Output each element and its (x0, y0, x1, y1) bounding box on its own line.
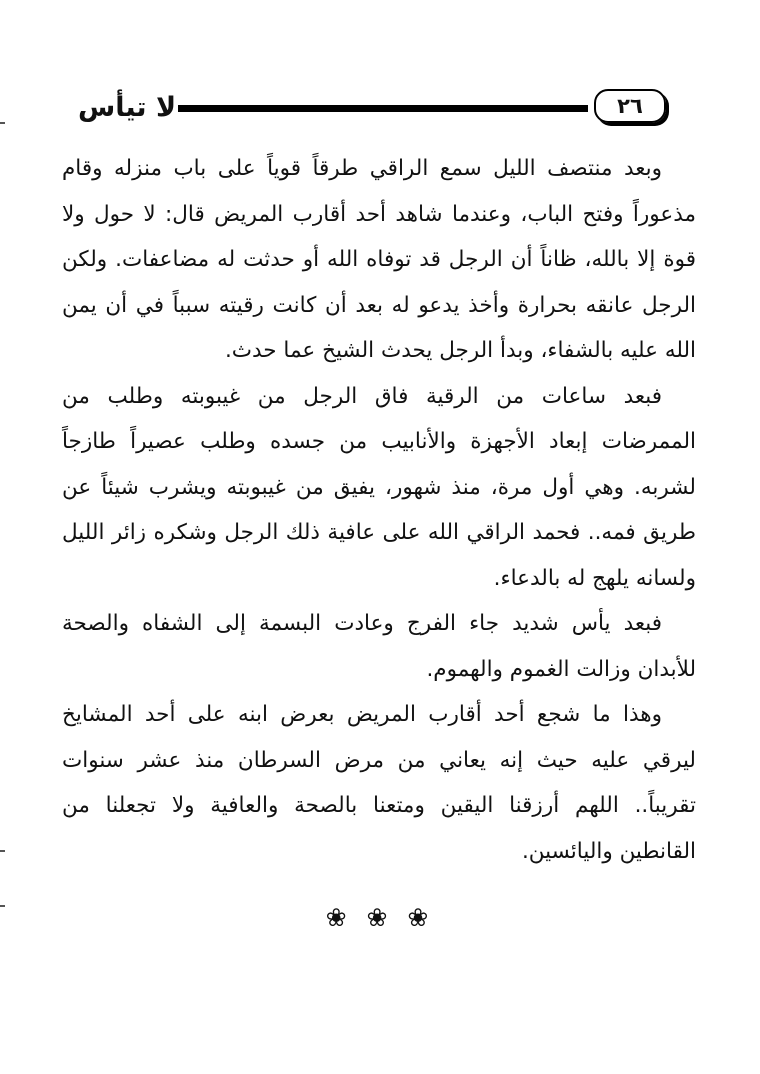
paragraph-3: فبعد يأس شديد جاء الفرج وعادت البسمة إلى الشفاه والصحة للأبدان وزالت الغموم والهموم. (62, 611, 696, 682)
margin-mark (0, 850, 5, 852)
paragraph-1: وبعد منتصف الليل سمع الراقي طرقاً قوياً على باب منزله وقام مذعوراً وفتح الباب، وعندما شاهد أحد أقارب المريض قال: لا حول ولا قوة إلا بالله، ظاناً أن الرجل قد توفاه الله أو حدثت له مضاعفات. ولكن الرجل عانقه بحرارة وأخذ يدعو له بعد أن كانت رقيته سبباً في أن يمن الله عليه بالشفاء، وبدأ الرجل يحدث الشيخ عما حدث. (62, 156, 696, 363)
page-body (62, 146, 696, 874)
page-number: ٢٦ (594, 89, 666, 123)
margin-mark (0, 122, 5, 124)
margin-mark (0, 905, 5, 907)
page-header (78, 86, 670, 130)
header-rule (178, 105, 588, 112)
section-end-ornament: ❀ ❀ ❀ (325, 903, 435, 932)
paragraph-4: وهذا ما شجع أحد أقارب المريض بعرض ابنه على أحد المشايخ ليرقي عليه حيث إنه يعاني من مرض السرطان منذ عشر سنوات تقريباً.. اللهم أرزقنا اليقين ومتعنا بالصحة والعافية ولا تجعلنا من القانطين واليائسين. (62, 702, 696, 864)
book-title: لا تيأس (78, 92, 177, 123)
paragraph-2: فبعد ساعات من الرقية فاق الرجل من غيبوبته وطلب من الممرضات إبعاد الأجهزة والأنابيب من جسده وطلب عصيراً طازجاً لشربه. وهي أول مرة، منذ شهور، يفيق من غيبوبته ويشرب شيئاً عن طريق فمه.. فحمد الراقي الله على عافية ذلك الرجل وشكره زائر الليل ولسانه يلهج له بالدعاء. (62, 383, 696, 591)
